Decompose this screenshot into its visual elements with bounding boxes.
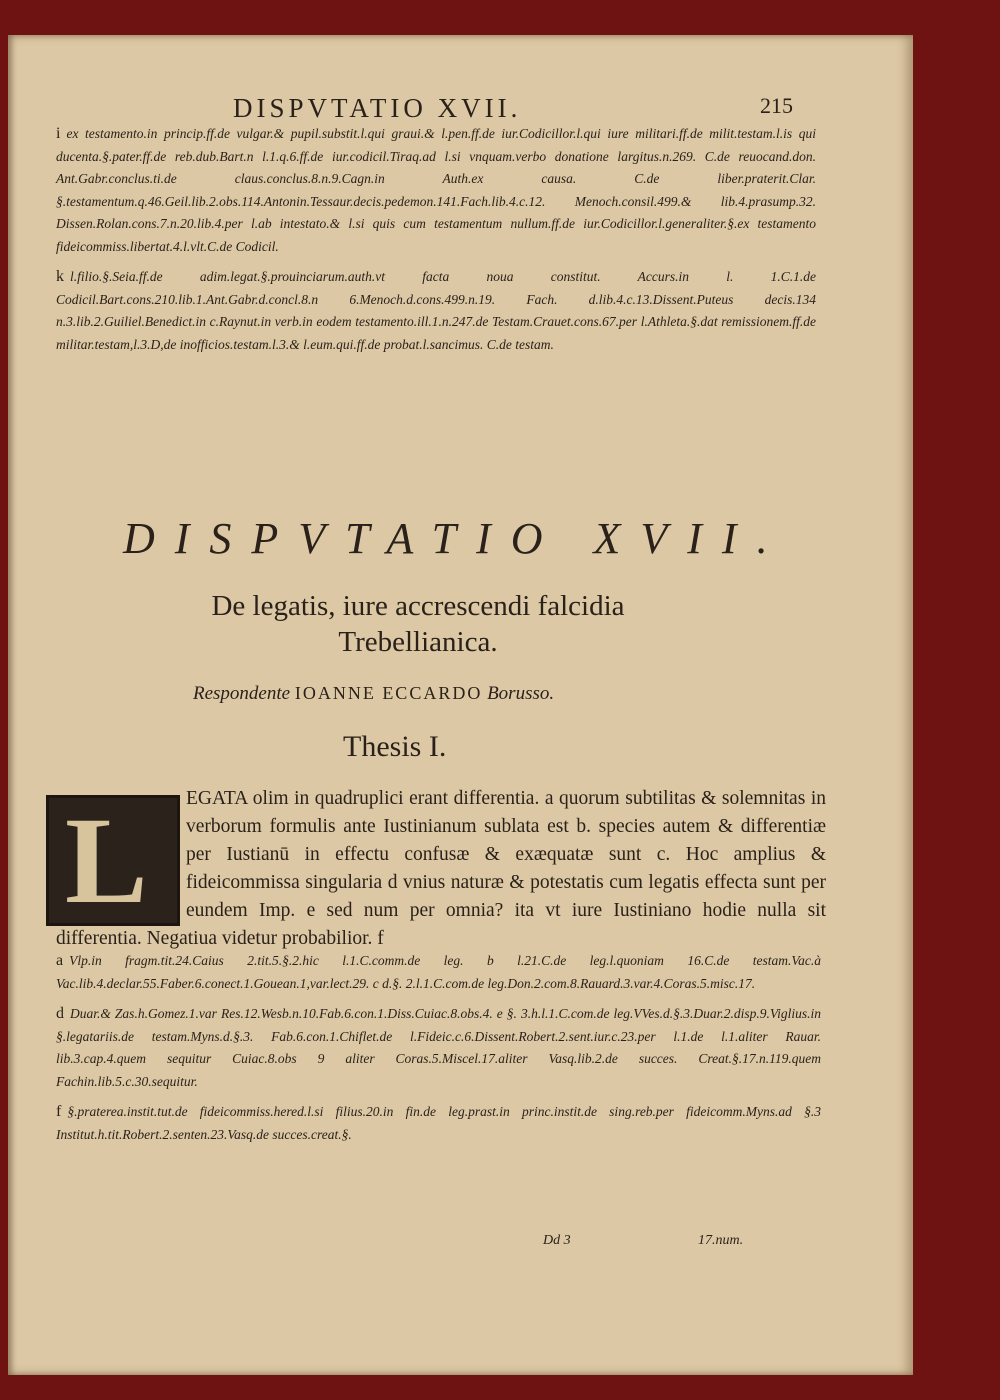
footnote-text: l.filio.§.Seia.ff.de adim.legat.§.prouinciarum.auth.vt facta noua constitut. Accurs.in l. 1.C.1.de Codicil.Bart.cons.210.lib.1.Ant.Gabr.d.concl.8.n 6.Menoch.d.cons.499.n.19. Fach. d.lib.4.c.13.Dissent.Puteus decis.134 n.3.lib.2.Guiliel.Benedict.in c.Raynut.in verb.in eodem testamento.ill.1.n.247.de Testam.Crauet.cons.67.per l.Athleta.§.dat remissionem.ff.de militar.testam,l.3.D,de inofficios.testam.l.3.& l.eum.qui.ff.de probat.l.sancimus. C.de testam. [56, 269, 816, 352]
footnote [56, 950, 821, 995]
page-number: 215 [760, 93, 793, 118]
footnote-mark: k [56, 268, 64, 285]
respondent-name: IOANNE ECCARDO [294, 683, 483, 703]
respondent-suffix: Borusso. [487, 683, 555, 704]
decorated-initial [46, 792, 180, 929]
thesis-paragraph: EGATA olim in quadruplici erant differentia. a quorum subtilitas & solemnitas in verborum formulis ante Iustinianum sublata est b. species autem & differentiæ per Iustianū in effectu confusæ & exæquatæ sunt c. Hoc amplius & fideicommissa singularia d vnius naturæ & potestatis cum legatis effecta sunt per eundem Imp. e sed num per omnia? ita vt iure Iustiniano hodie nulla sit differentia. Negatiua videtur probabilior. f [56, 788, 826, 949]
book-page [8, 35, 913, 1375]
footnote-mark: a [56, 952, 64, 969]
footnote [56, 266, 816, 356]
disputation-title: DISPVTATIO XVII. [123, 514, 788, 563]
footnote-mark: i [56, 125, 61, 142]
footnotes-top [56, 123, 816, 364]
footnote-mark: d [56, 1005, 64, 1022]
subtitle-line: De legatis, iure accrescendi falcidia [211, 590, 625, 622]
footnote-text: Vlp.in fragm.tit.24.Caius 2.tit.5.§.2.hic l.1.C.comm.de leg. b l.21.C.de leg.l.quoniam 16.C.de testam.Vac.à Vac.lib.4.declar.55.Faber.6.conect.1.Gouean.1,var.lect.29. c d.§. 2.l.1.C.com.de leg.Don.2.com.8.Rauard.3.var.4.Coras.5.misc.17. [56, 953, 821, 991]
running-title: DISPVTATIO XVII. [233, 93, 522, 123]
respondent-prefix: Respondente [193, 683, 291, 704]
thesis-heading: Thesis I. [343, 730, 447, 763]
footnote-text: Duar.& Zas.h.Gomez.1.var Res.12.Wesb.n.10.Fab.6.con.1.Diss.Cuiac.8.obs.4. e §. 3.h.l.1.C.com.de leg.VVes.d.§.3.Duar.2.disp.9.Viglius.in §.legatariis.de testam.Myns.d.§.3. Fab.6.con.1.Chiflet.de l.Fideic.c.6.Dissent.Robert.2.sent.iur.c.23.per l.1.de l.1.aliter Rauar. lib.3.cap.4.quem sequitur Cuiac.8.obs 9 aliter Coras.5.Miscel.17.aliter Vasq.lib.2.de succes. Creat.§.17.n.119.quem Fachin.lib.5.c.30.sequitur. [56, 1006, 821, 1089]
footnote [56, 1003, 821, 1093]
initial-letter: L [65, 792, 148, 929]
footnotes-bottom [56, 950, 821, 1154]
footnote-text: ex testamento.in princip.ff.de vulgar.& pupil.substit.l.qui graui.& l.pen.ff.de iur.Codicillor.l.qui iure militari.ff.de milit.testam.l.is qui ducenta.§.pater.ff.de reb.dub.Bart.n l.1.q.6.ff.de iur.codicil.Tiraq.ad l.si vnquam.verbo donatione largitus.n.269. C.de reuocand.don. Ant.Gabr.conclus.ti.de claus.conclus.8.n.9.Cagn.in Auth.ex causa. C.de liber.praterit.Clar. §.testamentum.q.46.Geil.lib.2.obs.114.Antonin.Tessaur.decis.pedemon.141.Fach.lib.4.c.12. Menoch.consil.499.& lib.4.prasump.32. Dissen.Rolan.cons.7.n.20.lib.4.per l.ab intestato.& l.si quis cum testamentum nullum.ff.de iur.Codicillor.l.generaliter.§.ex testamento fideicommiss.libertat.4.l.vlt.C.de Codicil. [56, 126, 816, 254]
disputation-subtitle [158, 588, 678, 660]
subtitle-line: Trebellianica. [338, 626, 498, 658]
catchword: 17.num. [698, 1233, 744, 1248]
respondent-line [193, 683, 793, 705]
footnote-text: §.praterea.instit.tut.de fideicommiss.hered.l.si filius.20.in fin.de leg.prast.in princ.instit.de sing.reb.per fideicomm.Myns.ad §.3 Institut.h.tit.Robert.2.senten.23.Vasq.de succes.creat.§. [56, 1104, 821, 1142]
footnote-mark: f [56, 1103, 62, 1120]
footnote [56, 1101, 821, 1146]
footnote [56, 123, 816, 258]
signature-mark: Dd 3 [543, 1233, 571, 1248]
